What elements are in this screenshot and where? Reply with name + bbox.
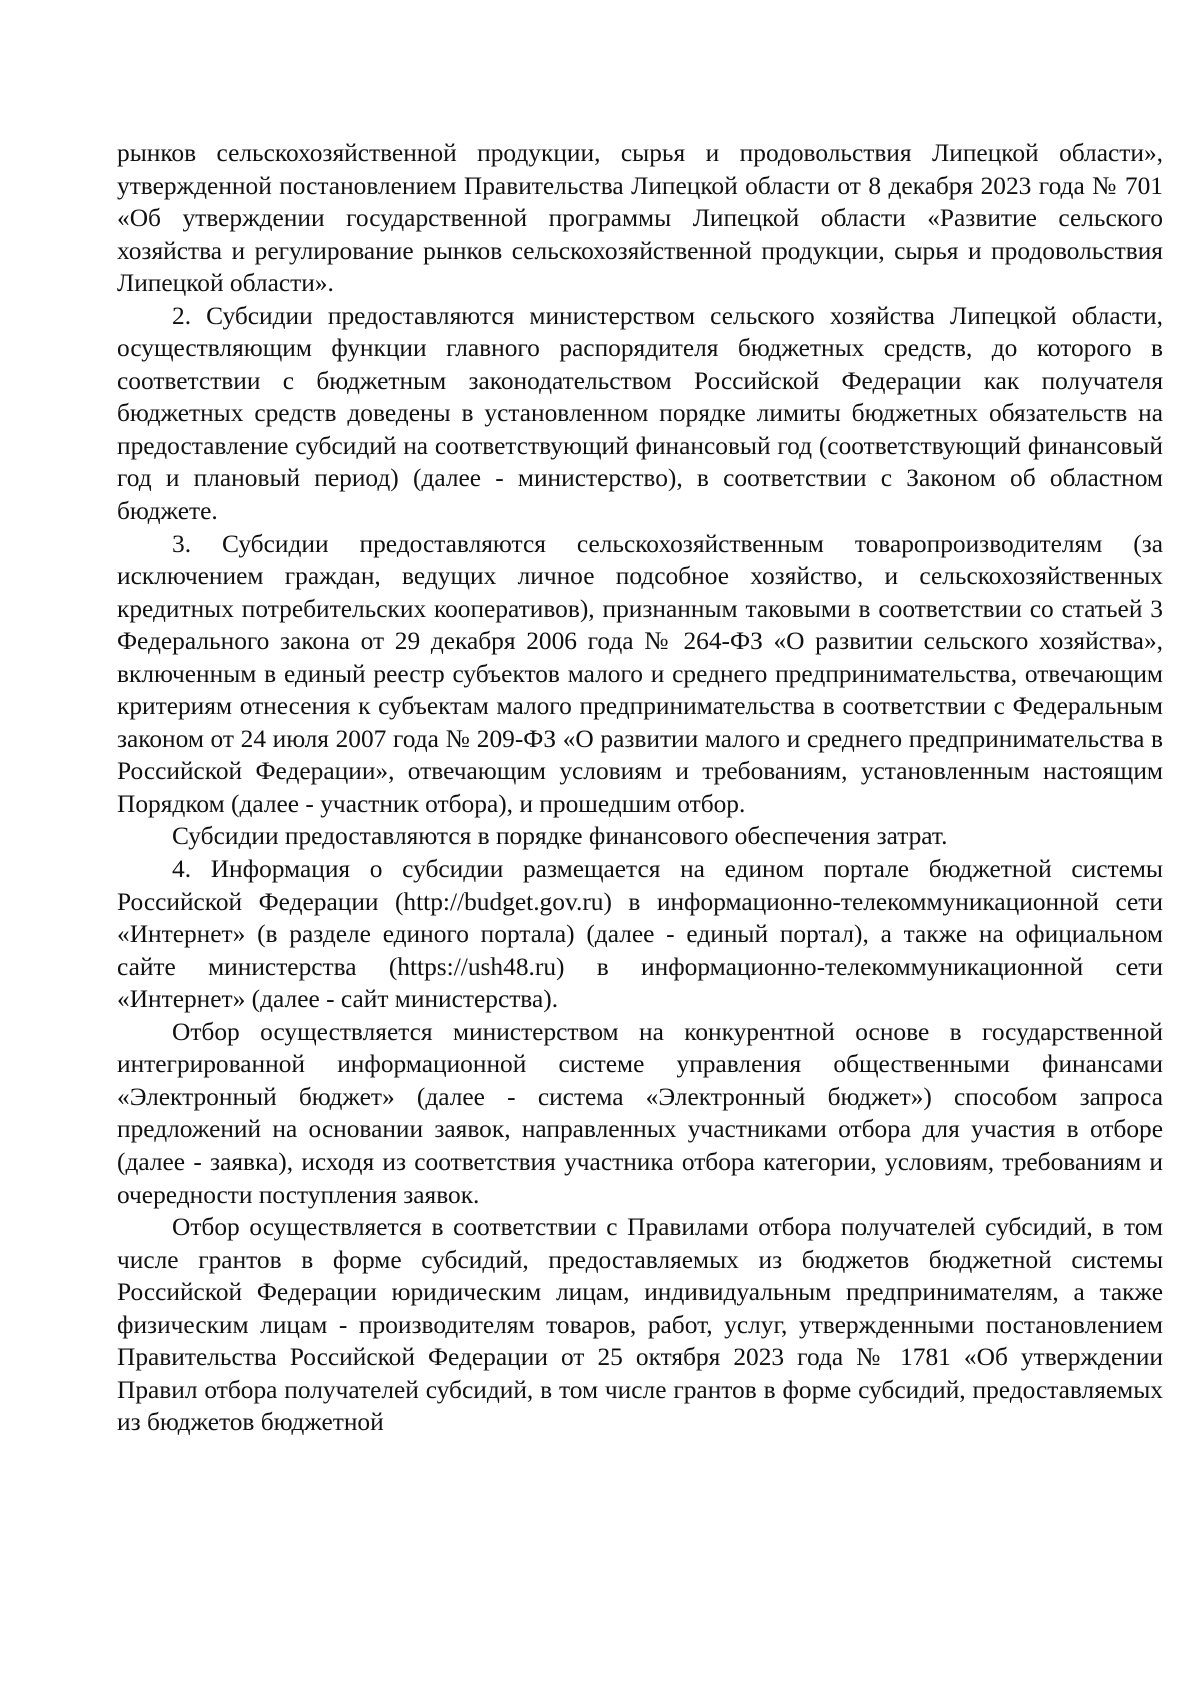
paragraph-selection-method: Отбор осуществляется министерством на конкурентной основе в государственной интегрированной информационной системе управления общественными финансами «Электронный бюджет» (далее - система «Электронный бюджет») способом запроса предложений на основании заявок, направленных участниками отбора для участия в отборе (далее - заявка), исходя из соответствия участника отбора категории, условиям, требованиям и очередности поступления заявок. [117,1017,1163,1209]
paragraph-continuation: рынков сельскохозяйственной продукции, сырья и продовольствия Липецкой области», утвержденной постановлением Правительства Липецкой области от 8 декабря 2023 года № 701 «Об утверждении государственной программы Липецкой области «Развитие сельского хозяйства и регулирование рынков сельскохозяйственной продукции, сырья и продовольствия Липецкой области». [117,139,1163,298]
paragraph-financing: Субсидии предоставляются в порядке финансового обеспечения затрат. [172,822,948,851]
paragraph-clause-3: 3. Субсидии предоставляются сельскохозяйственным товаропроизводителям (за исключением граждан, ведущих личное подсобное хозяйство, и сельскохозяйственных кредитных потребительских кооперативов), признанным таковыми в соответствии со статьей 3 Федерального закона от 29 декабря 2006 года № 264-ФЗ «О развитии сельского хозяйства», включенным в единый реестр субъектов малого и среднего предпринимательства, отвечающим критериям отнесения к субъектам малого предпринимательства в соответствии с Федеральным законом от 24 июля 2007 года № 209-ФЗ «О развитии малого и среднего предпринимательства в Российской Федерации», отвечающим условиям и требованиям, установленным настоящим Порядком (далее - участник отбора), и прошедшим отбор. [117,529,1163,818]
paragraph-selection-rules: Отбор осуществляется в соответствии с Правилами отбора получателей субсидий, в том числе грантов в форме субсидий, предоставляемых из бюджетов бюджетной системы Российской Федерации юридическим лицам, индивидуальным предпринимателям, а также физическим лицам - производителям товаров, работ, услуг, утвержденными постановлением Правительства Российской Федерации от 25 октября 2023 года № 1781 «Об утверждении Правил отбора получателей субсидий, в том числе грантов в форме субсидий, предоставляемых из бюджетов бюджетной [117,1213,1163,1437]
paragraph-clause-4: 4. Информация о субсидии размещается на едином портале бюджетной системы Российской Федерации (http://budget.gov.ru) в информационно-телекоммуникационной сети «Интернет» (в разделе единого портала) (далее - единый портал), а также на официальном сайте министерства (https://ush48.ru) в информационно-телекоммуникационной сети «Интернет» (далее - сайт министерства). [117,855,1163,1014]
document-page [117,137,1163,1439]
paragraph-clause-2: 2. Субсидии предоставляются министерством сельского хозяйства Липецкой области, осуществляющим функции главного распорядителя бюджетных средств, до которого в соответствии с бюджетным законодательством Российской Федерации как получателя бюджетных средств доведены в установленном порядке лимиты бюджетных обязательств на предоставление субсидий на соответствующий финансовый год (соответствующий финансовый год и плановый период) (далее - министерство), в соответствии с Законом об областном бюджете. [117,301,1163,526]
